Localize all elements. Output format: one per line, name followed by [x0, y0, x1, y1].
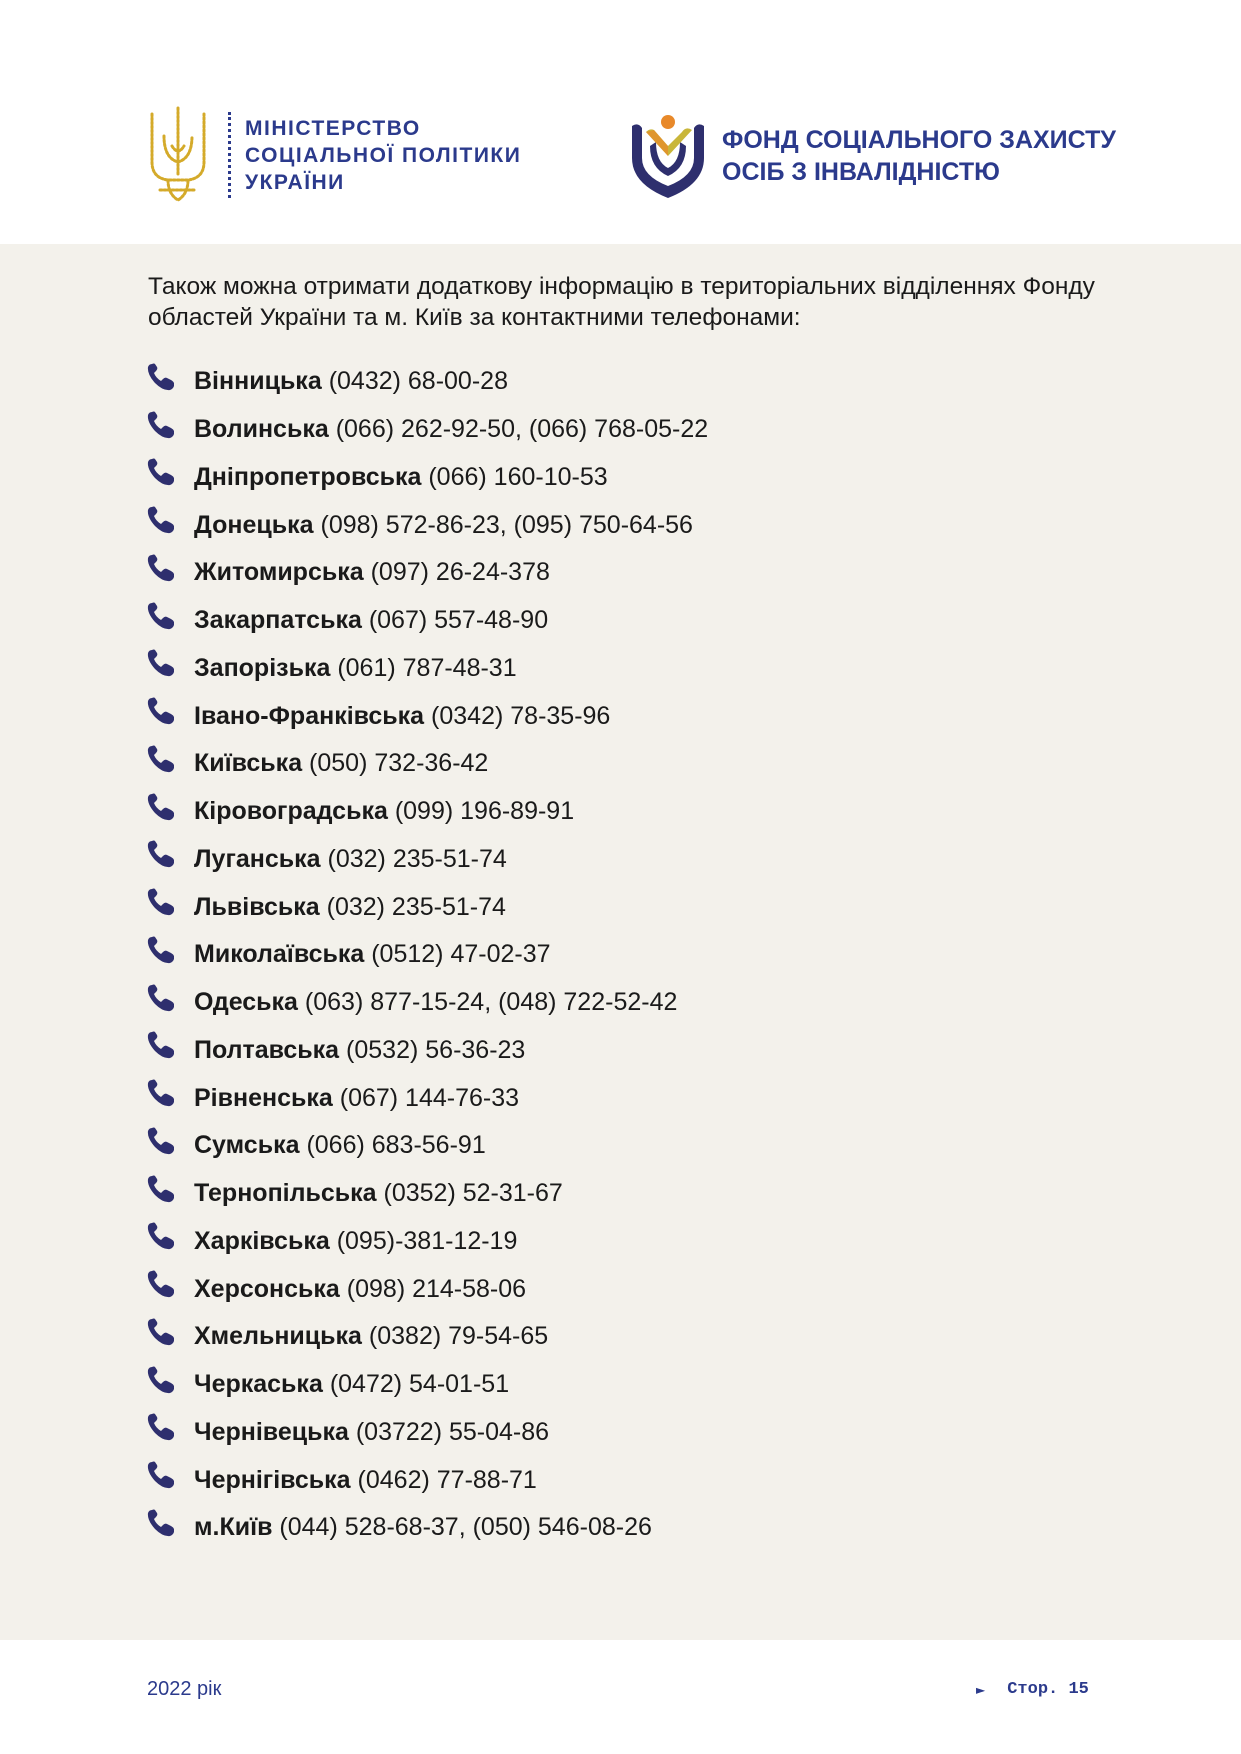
- contact-item: [146, 1218, 708, 1266]
- phone-icon: [146, 935, 176, 965]
- region-name: Миколаївська: [194, 940, 365, 969]
- footer-year: 2022 рік: [147, 1678, 222, 1700]
- contact-item: [146, 1074, 708, 1122]
- phone-number: (0472) 54-01-51: [329, 1370, 510, 1399]
- page-footer: [0, 1640, 1241, 1754]
- phone-icon: [146, 1508, 176, 1538]
- region-name: Херсонська: [194, 1274, 340, 1303]
- phone-icon: [146, 744, 176, 774]
- phone-number: (097) 26-24-378: [370, 558, 550, 587]
- intro-text: Також можна отримати додаткову інформацію в територіальних відділеннях Фонду областей України та м. Київ за контактними телефонами:: [148, 273, 1095, 331]
- phone-number: (098) 214-58-06: [346, 1274, 527, 1303]
- phone-number: (061) 787-48-31: [337, 653, 517, 682]
- phone-number: (0382) 79-54-65: [368, 1322, 549, 1351]
- contact-item: [146, 454, 708, 502]
- region-name: Полтавська: [194, 1035, 340, 1064]
- fund-name: [722, 124, 1116, 188]
- trident-emblem-icon: [146, 106, 210, 204]
- phone-icon: [146, 505, 176, 535]
- ministry-name-line: СОЦІАЛЬНОЇ ПОЛІТИКИ: [245, 143, 522, 167]
- region-name: Львівська: [194, 892, 320, 921]
- region-name: Хмельницька: [194, 1322, 362, 1351]
- contact-item: [146, 549, 708, 597]
- phone-icon: [146, 1174, 176, 1204]
- phone-number: (099) 196-89-91: [394, 797, 575, 826]
- phone-number: (0352) 52-31-67: [383, 1179, 563, 1208]
- phone-number: (032) 235-51-74: [327, 844, 507, 873]
- phone-icon: [146, 1078, 176, 1108]
- phone-icon: [146, 601, 176, 631]
- content-area: [0, 244, 1241, 1640]
- hands-heart-emblem-icon: [628, 112, 708, 200]
- phone-number: (095)-381-12-19: [336, 1226, 518, 1255]
- region-name: Харківська: [194, 1226, 330, 1255]
- region-name: Дніпропетровська: [194, 462, 422, 491]
- phone-number: (066) 160-10-53: [428, 462, 608, 491]
- phone-number: (0532) 56-36-23: [346, 1035, 526, 1064]
- contact-item: [146, 836, 708, 884]
- region-name: Рівненська: [194, 1083, 333, 1112]
- contact-item: [146, 740, 708, 788]
- region-name: Черкаська: [194, 1370, 323, 1399]
- phone-number: (0432) 68-00-28: [328, 367, 508, 396]
- ministry-logo: [146, 106, 521, 204]
- phone-icon: [146, 839, 176, 869]
- phone-number: (066) 262-92-50, (066) 768-05-22: [335, 415, 709, 444]
- region-name: Запорізька: [194, 653, 331, 682]
- phone-number: (050) 732-36-42: [309, 749, 489, 778]
- phone-icon: [146, 648, 176, 678]
- phone-number: (03722) 55-04-86: [355, 1417, 550, 1446]
- contact-item: [146, 645, 708, 693]
- phone-icon: [146, 457, 176, 487]
- region-name: Сумська: [194, 1131, 300, 1160]
- phone-icon: [146, 1126, 176, 1156]
- phone-icon: [146, 696, 176, 726]
- phone-icon: [146, 792, 176, 822]
- contact-item: [146, 979, 708, 1027]
- phone-number: (044) 528-68-37, (050) 546-08-26: [279, 1513, 652, 1542]
- arrow-right-icon: ►: [976, 1682, 986, 1697]
- contact-item: [146, 788, 708, 836]
- region-name: Кіровоградська: [194, 797, 388, 826]
- page-number: [976, 1680, 1089, 1699]
- contact-item: [146, 883, 708, 931]
- region-name: Тернопільська: [194, 1179, 377, 1208]
- logo-divider: [228, 112, 231, 198]
- phone-icon: [146, 1030, 176, 1060]
- phone-icon: [146, 410, 176, 440]
- page-header: [0, 0, 1241, 244]
- fund-logo: [628, 112, 1116, 200]
- ministry-name-line: УКРАЇНИ: [245, 170, 345, 194]
- contact-item: [146, 1409, 708, 1457]
- phone-number: (0512) 47-02-37: [371, 940, 551, 969]
- region-name: Закарпатська: [194, 606, 362, 635]
- phone-icon: [146, 1460, 176, 1490]
- contact-item: [146, 501, 708, 549]
- phone-number: (067) 144-76-33: [339, 1083, 520, 1112]
- region-name: Чернівецька: [194, 1417, 349, 1446]
- contact-item: [146, 931, 708, 979]
- phone-icon: [146, 983, 176, 1013]
- contact-item: [146, 1027, 708, 1075]
- phone-number: (0342) 78-35-96: [431, 701, 611, 730]
- fund-name-line: ФОНД СОЦІАЛЬНОГО ЗАХИСТУ: [722, 126, 1116, 154]
- phone-icon: [146, 1221, 176, 1251]
- contact-list: [146, 358, 708, 1552]
- contact-item: [146, 1122, 708, 1170]
- phone-number: (063) 877-15-24, (048) 722-52-42: [304, 988, 678, 1017]
- contact-item: [146, 1361, 708, 1409]
- region-name: Луганська: [194, 844, 321, 873]
- phone-icon: [146, 887, 176, 917]
- region-name: Донецька: [194, 510, 314, 539]
- contact-item: [146, 1313, 708, 1361]
- contact-item: [146, 1504, 708, 1552]
- phone-number: (098) 572-86-23, (095) 750-64-56: [320, 510, 693, 539]
- phone-icon: [146, 1317, 176, 1347]
- ministry-name-line: МІНІСТЕРСТВО: [245, 116, 421, 140]
- phone-icon: [146, 1412, 176, 1442]
- contact-item: [146, 406, 708, 454]
- ministry-name: [245, 115, 521, 196]
- phone-icon: [146, 553, 176, 583]
- phone-number: (032) 235-51-74: [326, 892, 506, 921]
- fund-name-line: ОСІБ З ІНВАЛІДНІСТЮ: [722, 158, 1000, 186]
- region-name: Житомирська: [194, 558, 364, 587]
- contact-item: [146, 1170, 708, 1218]
- contact-item: [146, 1265, 708, 1313]
- region-name: Київська: [194, 749, 303, 778]
- phone-icon: [146, 362, 176, 392]
- region-name: Івано-Франківська: [194, 701, 425, 730]
- contact-item: [146, 692, 708, 740]
- phone-number: (0462) 77-88-71: [357, 1465, 537, 1494]
- phone-number: (066) 683-56-91: [306, 1131, 486, 1160]
- region-name: м.Київ: [194, 1513, 273, 1542]
- phone-icon: [146, 1365, 176, 1395]
- page-number-label: Стор. 15: [1007, 1680, 1089, 1699]
- phone-icon: [146, 1269, 176, 1299]
- contact-item: [146, 597, 708, 645]
- contact-item: [146, 358, 708, 406]
- contact-item: [146, 1456, 708, 1504]
- region-name: Вінницька: [194, 367, 322, 396]
- phone-number: (067) 557-48-90: [368, 606, 549, 635]
- region-name: Чернігівська: [194, 1465, 351, 1494]
- region-name: Волинська: [194, 415, 329, 444]
- region-name: Одеська: [194, 988, 298, 1017]
